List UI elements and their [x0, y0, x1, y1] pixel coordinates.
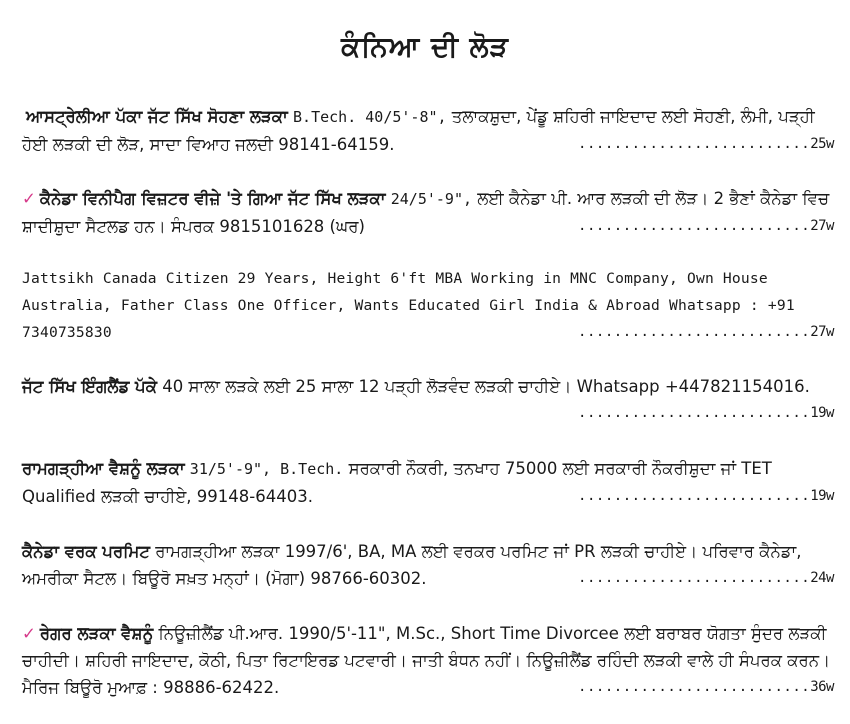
ad-text: 40 ਸਾਲਾ ਲੜਕੇ ਲਈ 25 ਸਾਲਾ 12 ਪੜ੍ਹੀ ਲੋੜਵੰਦ ਲੜਕੀ ਚਾਹੀਏ। Whatsapp +447821154016.: [162, 377, 810, 396]
ad-reference: ..........................25w: [578, 136, 834, 152]
ad-lead: ਕੈਨੇਡਾ ਵਰਕ ਪਰਮਿਟ: [22, 542, 150, 561]
ad-text: ਸਰਕਾਰੀ ਨੌਕਰੀ, ਤਨਖਾਹ 75000 ਲਈ ਸਰਕਾਰੀ ਨੌਕਰੀਸ਼ੁਦਾ ਜਾਂ TET Qualified ਲੜਕੀ ਚਾਹੀਏ, 99148-64403.: [22, 459, 772, 506]
list-item: [22, 373, 834, 427]
ad-details: 31/5'-9", B.Tech.: [189, 460, 344, 478]
ad-text: ਨਿਊਜ਼ੀਲੈਂਡ ਪੀ.ਆਰ. 1990/5'-11", M.Sc., Short Time Divorcee ਲਈ ਬਰਾਬਰ ਯੋਗਤਾ ਸੁੰਦਰ ਲੜਕੀ ਚਾਹੀਦੀ। ਸ਼ਹਿਰੀ ਜਾਇਦਾਦ, ਕੋਠੀ, ਪਿਤਾ ਰਿਟਾਇਰਡ ਪਟਵਾਰੀ। ਜਾਤੀ ਬੰਧਨ ਨਹੀਂ। ਨਿਊਜ਼ੀਲੈਂਡ ਰਹਿੰਦੀ ਲੜਕੀ ਵਾਲੇ ਹੀ ਸੰਪਰਕ ਕਰਨ। ਮੈਰਿਜ ਬਿਊਰੋ ਮੁਆਫ਼ : 98886-62422.: [22, 624, 831, 697]
ad-lead: ਕੈਨੇਡਾ ਵਿਨੀਪੈਗ ਵਿਜ਼ਟਰ ਵੀਜ਼ੇ 'ਤੇ ਗਿਆ ਜੱਟ ਸਿੱਖ ਲੜਕਾ: [39, 189, 386, 208]
list-item: [22, 620, 834, 701]
ad-lead: ਰੇਗਰ ਲੜਕਾ ਵੈਸ਼ਨੂੰ: [39, 624, 154, 643]
check-icon: ✓: [22, 624, 36, 643]
ad-reference: ..........................19w: [578, 405, 834, 421]
list-item: [22, 455, 834, 510]
ad-reference: ..........................24w: [578, 570, 834, 586]
ad-reference: ..........................19w: [578, 488, 834, 504]
ad-details: 24/5'-9",: [390, 190, 473, 208]
ad-text: ਤਲਾਕਸ਼ੁਦਾ, ਪੇਂਡੂ ਸ਼ਹਿਰੀ ਜਾਇਦਾਦ ਲਈ ਸੋਹਣੀ, ਲੰਮੀ, ਪੜ੍ਹੀ ਹੋਈ ਲੜਕੀ ਦੀ ਲੋੜ, ਸਾਦਾ ਵਿਆਹ ਜਲਦੀ 98141-64159.: [22, 107, 815, 154]
list-item: [22, 103, 834, 158]
list-item: [22, 538, 834, 592]
ad-lead: ਆਸਟ੍ਰੇਲੀਆ ਪੱਕਾ ਜੱਟ ਸਿੱਖ ਸੋਹਣਾ ਲੜਕਾ: [26, 107, 288, 126]
page-title: ਕੰਨਿਆ ਦੀ ਲੋੜ: [341, 30, 509, 63]
ad-text: Jattsikh Canada Citizen 29 Years, Height 6'ft MBA Working in MNC Company, Own House Australia, Father Class One Officer, Wants Educated Girl India & Abroad Whatsapp : +91 7340735830: [22, 270, 795, 341]
ad-reference: ..........................36w: [578, 679, 834, 695]
list-item: [22, 185, 834, 240]
ad-reference: ..........................27w: [578, 218, 834, 234]
ad-text: ਲਈ ਕੈਨੇਡਾ ਪੀ. ਆਰ ਲੜਕੀ ਦੀ ਲੋੜ। 2 ਭੈਣਾਂ ਕੈਨੇਡਾ ਵਿਚ ਸ਼ਾਦੀਸ਼ੁਦਾ ਸੈਟਲਡ ਹਨ। ਸੰਪਰਕ 9815101628 (ਘਰ): [22, 189, 830, 236]
check-icon: ✓: [22, 189, 36, 208]
ad-lead: ਰਾਮਗੜ੍ਹੀਆ ਵੈਸ਼ਨੂੰ ਲੜਕਾ: [22, 459, 185, 478]
ad-text: ਰਾਮਗੜ੍ਹੀਆ ਲੜਕਾ 1997/6', BA, MA ਲਈ ਵਰਕਰ ਪਰਮਿਟ ਜਾਂ PR ਲੜਕੀ ਚਾਹੀਏ। ਪਰਿਵਾਰ ਕੈਨੇਡਾ, ਅਮਰੀਕਾ ਸੈਟਲ। ਬਿਊਰੋ ਸਖ਼ਤ ਮਨ੍ਹਾਂ। (ਮੋਗਾ) 98766-60302.: [22, 542, 802, 588]
ad-reference: ..........................27w: [578, 324, 834, 340]
list-item: [22, 265, 834, 346]
ad-details: B.Tech. 40/5'-8",: [293, 108, 447, 126]
ad-lead: ਜੱਟ ਸਿੱਖ ਇੰਗਲੈਂਡ ਪੱਕੇ: [22, 377, 157, 396]
